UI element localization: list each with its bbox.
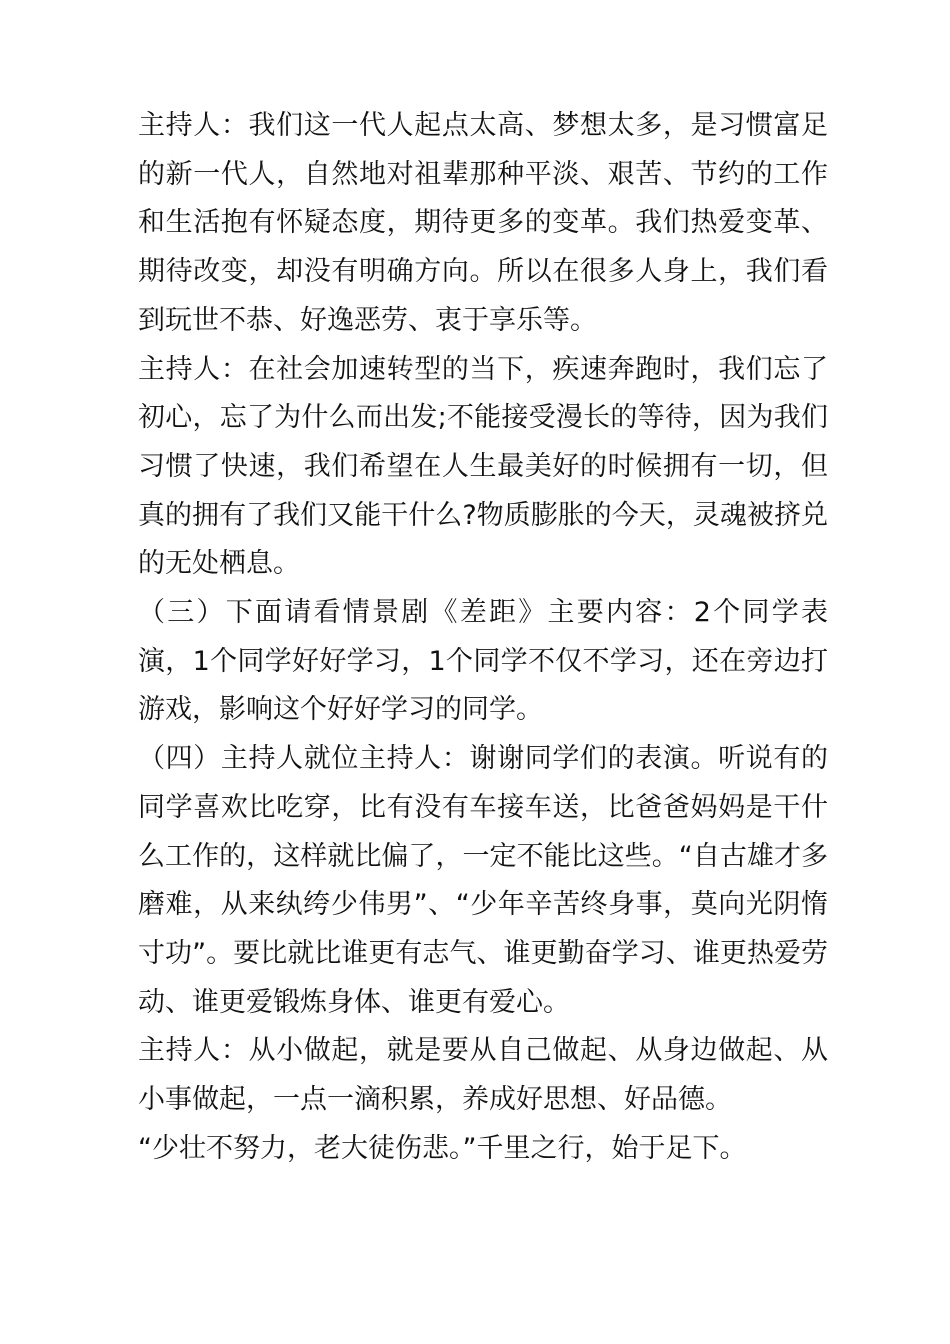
paragraph-quote: “少壮不努力，老大徒伤悲。”千里之行，始于足下。 [138, 1132, 747, 1164]
paragraph-host-2: 主持人：在社会加速转型的当下，疾速奔跑时，我们忘了初心，忘了为什么而出发;不能接受漫长的等待，因为我们习惯了快速，我们希望在人生最美好的时候拥有一切，但真的拥有了我们又能干什么?物质膨胀的今天，灵魂被挤兑的无处栖息。 [138, 353, 828, 580]
document-body [138, 102, 828, 1173]
paragraph-host-3: 主持人：从小做起，就是要从自己做起、从身边做起、从小事做起，一点一滴积累，养成好思想、好品德。 [138, 1035, 828, 1116]
paragraph-host-arrival: （四）主持人就位主持人：谢谢同学们的表演。听说有的同学喜欢比吃穿，比有没有车接车送，比爸爸妈妈是干什么工作的，这样就比偏了，一定不能比这些。“自古雄才多磨难，从来纨绔少伟男”、“少年辛苦终身事，莫向光阴惰寸功”。要比就比谁更有志气、谁更勤奋学习、谁更热爱劳动、谁更爱锻炼身体、谁更有爱心。 [138, 743, 828, 1018]
paragraph-skit: （三）下面请看情景剧《差距》主要内容：2个同学表演，1个同学好好学习，1个同学不仅不学习，还在旁边打游戏，影响这个好好学习的同学。 [138, 597, 828, 726]
paragraph-host-1: 主持人：我们这一代人起点太高、梦想太多，是习惯富足的新一代人，自然地对祖辈那种平淡、艰苦、节约的工作和生活抱有怀疑态度，期待更多的变革。我们热爱变革、期待改变，却没有明确方向。所以在很多人身上，我们看到玩世不恭、好逸恶劳、衷于享乐等。 [138, 110, 828, 336]
